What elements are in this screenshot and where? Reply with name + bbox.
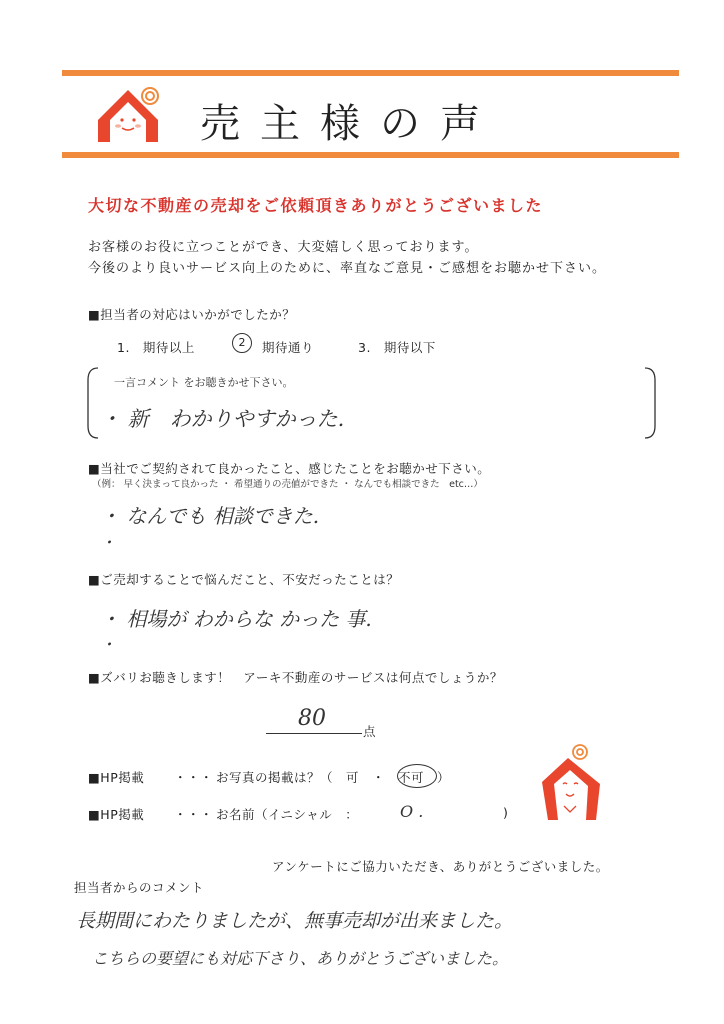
q3-question: ■ご売却することで悩んだこと、不安だったことは？: [88, 572, 400, 587]
q1-option-2: 期待通り: [262, 340, 315, 355]
q4-score: 80: [298, 706, 326, 731]
mascot-bowing-icon: [538, 740, 608, 824]
hp2-close: ): [503, 805, 509, 820]
q1-option-3: 3. 期待以下: [358, 340, 436, 355]
q1-comment-text: ・ 新 わかりやすかった.: [100, 407, 345, 431]
staff-comment-line-2: こちらの要望にも対応下さり、ありがとうございました。: [92, 949, 509, 968]
q2-answer-1: ・ なんでも 相談できた.: [100, 504, 320, 528]
hp2-question: お名前（イニシャル ：: [216, 807, 359, 822]
q3-answer-2: ・: [100, 635, 117, 654]
staff-comment-line-1: 長期間にわたりましたが、無事売却が出来ました。: [76, 910, 514, 932]
q1-option-1: 1. 期待以上: [117, 340, 195, 355]
intro-line-2: 今後のより良いサービス向上のために、率直なご意見・ご感想をお聴かせ下さい。: [88, 261, 607, 276]
hp1-selected-circle: [397, 764, 437, 788]
q3-answer-1: ・ 相場が わからな かった 事.: [100, 607, 372, 631]
score-underline: [266, 733, 362, 734]
q2-example: （例： 早く決まって良かった ・ 希望通りの売値ができた ・ なんでも相談できた etc…）: [92, 479, 483, 490]
house-mascot-icon: [92, 82, 172, 148]
header-bottom-bar: [62, 152, 679, 158]
thanks-text: アンケートにご協力いただき、ありがとうございました。: [272, 859, 609, 874]
intro-heading: 大切な不動産の売却をご依頼頂きありがとうございました: [88, 196, 544, 215]
q2-answer-2: ・: [100, 533, 117, 552]
intro-line-1: お客様のお役に立つことができ、大変嬉しく思っております。: [88, 240, 479, 255]
q4-score-unit: 点: [363, 724, 377, 739]
hp2-initial: O .: [400, 802, 424, 821]
header-top-bar: [62, 70, 679, 76]
q2-question: ■当社でご契約されて良かったこと、感じたことをお聴かせ下さい。: [88, 461, 491, 476]
q1-option-2-circled: 2: [232, 333, 252, 353]
staff-heading: 担当者からのコメント: [74, 880, 205, 895]
hp2-dots: ・・・: [174, 807, 214, 822]
page-title: 売主様の声: [200, 101, 500, 147]
hp2-label: ■HP掲載: [88, 807, 145, 822]
hp1-label: ■HP掲載: [88, 770, 145, 785]
hp1-dots: ・・・: [174, 770, 214, 785]
q1-question: ■担当者の対応はいかがでしたか？: [88, 307, 296, 322]
q1-comment-label: 一言コメント をお聴きかせ下さい。: [114, 376, 294, 389]
hp1-question: お写真の掲載は？（ 可 ・ 不可 ）: [216, 770, 451, 785]
q4-question: ■ズバリお聴きします！ アーキ不動産のサービスは何点でしょうか？: [88, 670, 503, 685]
